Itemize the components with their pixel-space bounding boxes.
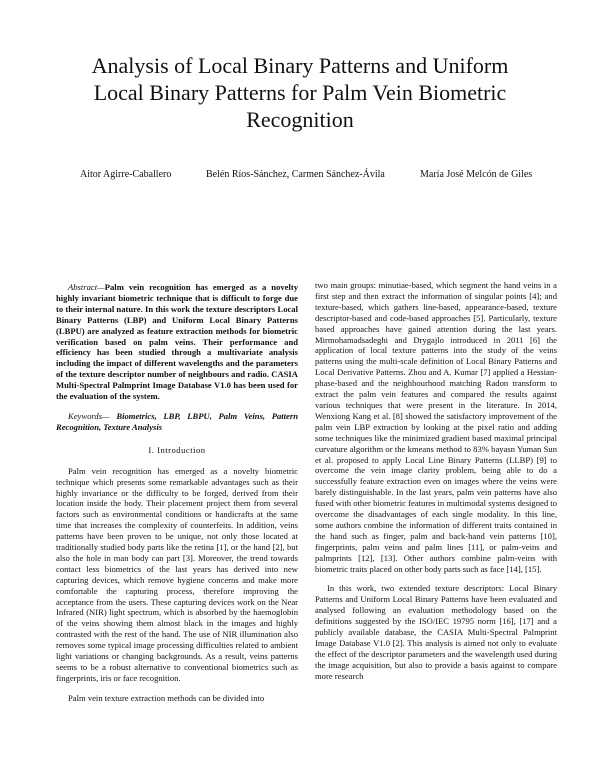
keywords-label: Keywords— (68, 410, 110, 421)
left-column (56, 282, 298, 704)
intro-paragraph-3: two main groups: minutiae-based, which segment the hand veins in a first step and then extract the information of singular points [4]; and texture-based, which gathers line-based, appearance-based, texture descriptor-based and code-based approaches [5]. Particularly, texture based approaches have gained attention during the last years. Mirmohamadsadeghi and Drygajlo introduced in 2011 [6] the application of local texture patterns into the study of the veins patterns using the multi-scale definition of Local Binary Patterns and Local Derivative Patterns. Zhou and A. Kumar [7] applied a Hessian-phase-based and the neighbourhood matching Radon transform to extract the palm vein features and compared the results against various techniques that were present in the literature. In 2014, Wenxiong Kang et al. [8] showed the satisfactory improvement of the palm vein LBP extraction by looking at the pixel ratio and adding some techniques like the minimized gradient based maximal principal curvature algorithm or the kmeans method to 83% bayasn Yuman Sun et al. proposed to apply Local Line Binary Patterns (LLBP) [9] to overcome the vein image clarity problem, being able to do a successfully feature extraction even on images where the veins were barely distinguishable. In the last years, palm vein patterns have also fused with other biometric features in multimodal systems designed to overcome the disadvantages of each single modality. In this line, some authors combine the information of different traits contained in the hand such as finger, palm and back-hand vein patterns [10], fingerprints, palm veins and palm lines [11], or palm-veins and palmprints [12], [13]. Other authors combine palm-veins with biometric traits placed on other body parts such as face [14], [15]. (315, 280, 557, 574)
author-3: María José Melcón de Giles (420, 169, 533, 180)
abstract-label: Abstract— (68, 282, 105, 292)
intro-paragraph-2: Palm vein texture extraction methods can be divided into (68, 692, 265, 703)
title-line-2: Local Binary Patterns for Palm Vein Biometric (93, 80, 507, 105)
keywords (56, 411, 298, 433)
author-1: Aitor Agirre-Caballero (80, 169, 172, 180)
title-line-3: Recognition (246, 107, 354, 132)
abstract-text: Palm vein recognition has emerged as a novelty highly invariant biometric technique that is difficult to forge due to their internal nature. In this work the texture descriptors Local Binary Patterns (LBP) and Uniform Local Binary Patterns (LBPU) are analyzed as feature extraction methods for biometric verification based on palm veins. Their performance and efficiency has been studied through a multivariate analysis including the impact of different wavelengths and the parameters of the texture descriptor number of neighbours and radio. CASIA Multi-Spectral Palmprint Image Database V1.0 has been used for the evaluation of the system. (56, 282, 298, 402)
abstract (56, 282, 298, 402)
keywords-text: Biometrics, LBP, LBPU, Palm Veins, Pattern Recognition, Texture Analysis (56, 410, 298, 432)
intro-paragraph-1: Palm vein recognition has emerged as a novelty biometric technique which presents some remarkable advantages such as their highly invariance or the difficulty to be forged, derived from their location inside the body. Their placement project them from several factors such as environmental conditions or handicrafts at the same time that increases the complexity of counterfeits. In addition, veins patterns have been proven to be unique, not only those located at traditionally studied body parts like the retina [1], or the hand [2], but also the hole in man body can part [3]. Moreover, the trend towards contact less biometrics of the last years has derived into new capturing devices, which remove hygiene concerns and make more comfortable the capturing process, therefore improving the acceptance from the users. These capturing devices work on the Near Infrared (NIR) light spectrum, which is absorbed by the haemoglobin of the veins showing them almost black in the images and highly contrasted with the rest of the hand. The use of NIR illumination also removes some typical image processing difficulties related to ambient light variations or changing backgrounds. As a result, veins patterns seems to be a robust alternative to conventional biometrics such as fingerprints, iris or face recognition. (56, 465, 298, 683)
intro-paragraph-4: In this work, two extended texture descriptors: Local Binary Patterns and Uniform Local Binary Patterns have been evaluated and analysed following an evaluation methodology based on the definitions suggested by the ISO/IEC 19795 norm [16], [17] and a publicly available database, the CASIA Multi-Spectral Palmprint Image Database V1.0 [2]. This analysis is aimed not only to evaluate the effect of the descriptor parameters and the wavelength used during the image acquisition, but also to provide a basis against to compare more research (315, 583, 557, 681)
author-2: Belén Ríos-Sánchez, Carmen Sánchez-Ávila (206, 169, 385, 180)
title-line-1: Analysis of Local Binary Patterns and Uniform (91, 53, 509, 78)
author-list (40, 169, 560, 183)
right-column (315, 280, 557, 682)
section-heading-introduction: I. Introduction (148, 444, 206, 455)
paper-title (40, 52, 560, 133)
